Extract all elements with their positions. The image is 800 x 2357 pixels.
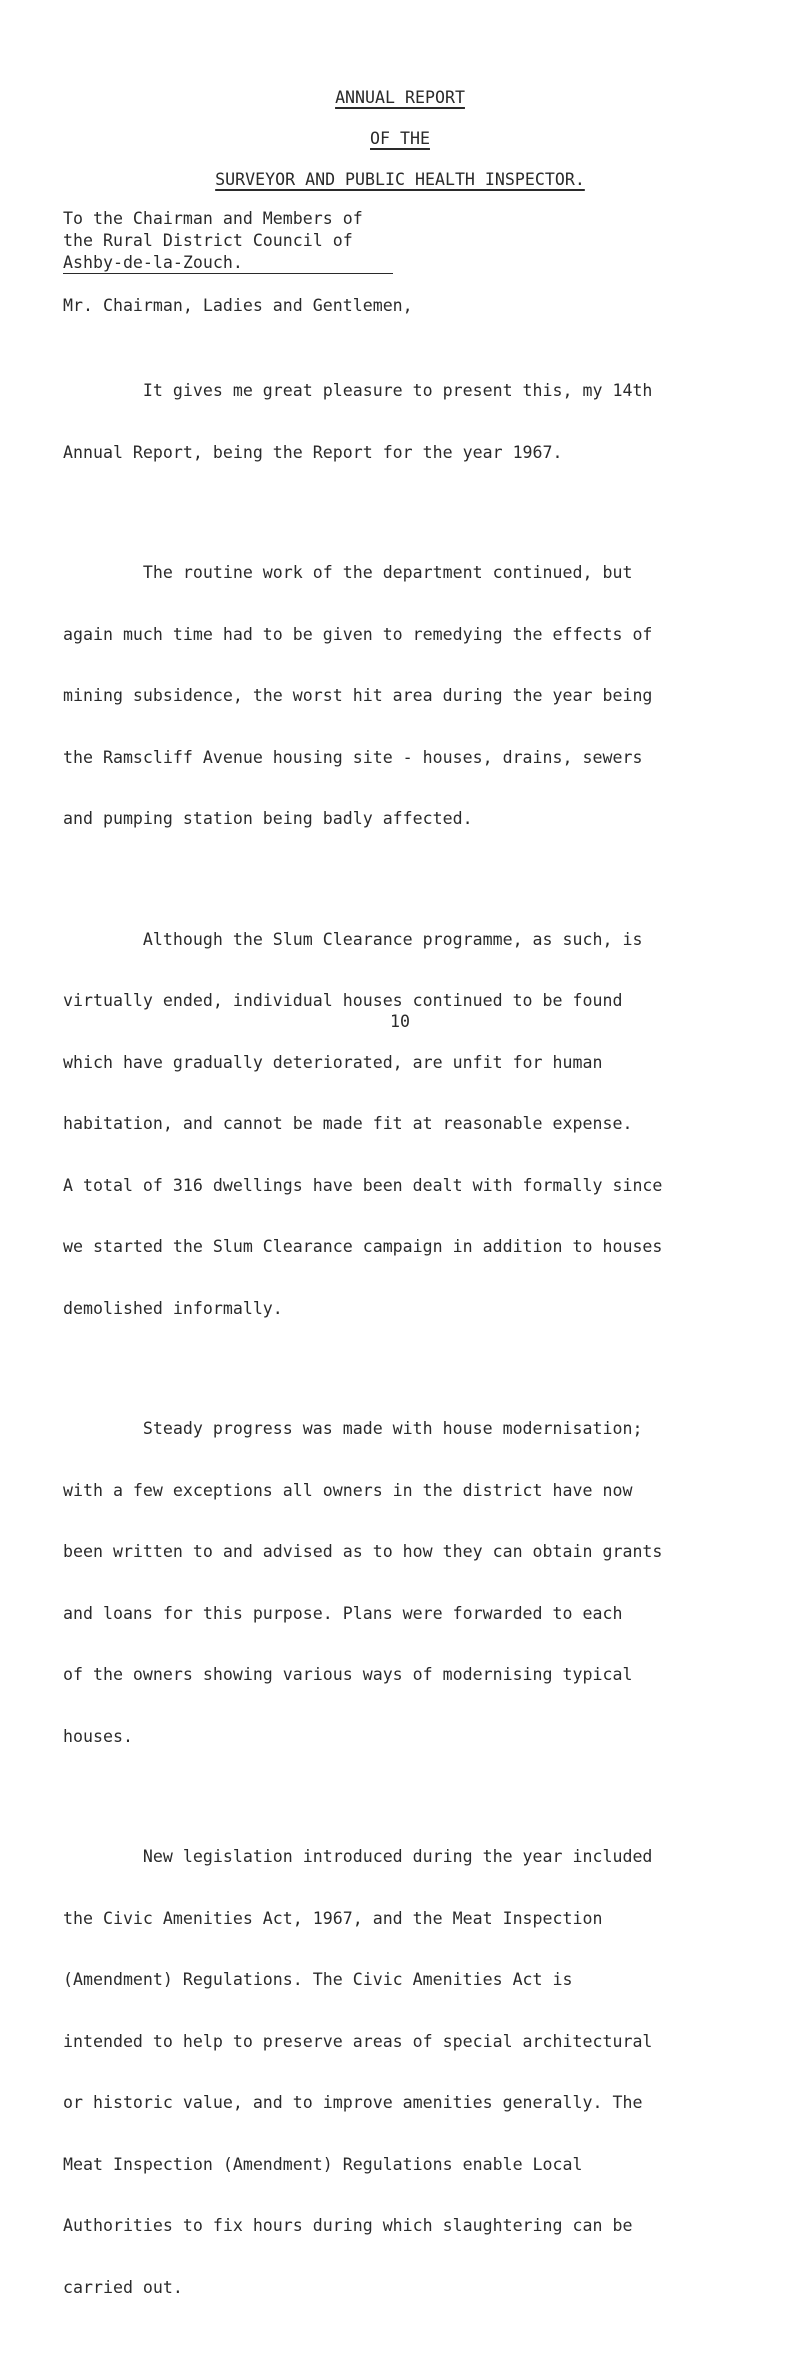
text-line: which have gradually deteriorated, are unfit for human [63, 1052, 603, 1072]
text-line: intended to help to preserve areas of special architectural [63, 2031, 653, 2051]
paragraph [63, 1806, 763, 2339]
text-line: Annual Report, being the Report for the year 1967. [63, 442, 563, 462]
salutation: Mr. Chairman, Ladies and Gentlemen, [63, 296, 413, 315]
text-line: we started the Slum Clearance campaign in addition to houses [63, 1237, 663, 1256]
address-line: To the Chairman and Members of [63, 209, 363, 228]
paragraph [63, 1378, 763, 1788]
paragraph [63, 340, 763, 504]
text-line: A total of 316 dwellings have been dealt with formally since [63, 1175, 663, 1195]
text-line: Meat Inspection (Amendment) Regulations enable Local [63, 2154, 583, 2174]
text-line: carried out. [63, 2277, 183, 2297]
text-line: of the owners showing various ways of modernising typical [63, 1665, 633, 1684]
text-line: virtually ended, individual houses continued to be found [63, 991, 623, 1010]
text-line: Authorities to fix hours during which slaughtering can be [63, 2216, 633, 2235]
text-line: and pumping station being badly affected. [63, 809, 473, 828]
text-line: Steady progress was made with house modernisation; [63, 1419, 643, 1438]
text-line: the Civic Amenities Act, 1967, and the Meat Inspection [63, 1908, 603, 1928]
text-line: Although the Slum Clearance programme, as such, is [63, 929, 643, 949]
heading-annual-report: ANNUAL REPORT [335, 88, 465, 107]
text-line: been written to and advised as to how they can obtain grants [63, 1542, 663, 1561]
text-line: mining subsidence, the worst hit area during the year being [63, 686, 653, 705]
paragraph [63, 889, 763, 1361]
heading-of-the: OF THE [370, 129, 430, 148]
text-line: New legislation introduced during the year included [63, 1847, 653, 1866]
text-line: It gives me great pleasure to present this, my 14th [63, 381, 653, 400]
heading-surveyor: SURVEYOR AND PUBLIC HEALTH INSPECTOR. [215, 170, 585, 189]
text-line: the Ramscliff Avenue housing site - houses, drains, sewers [63, 747, 643, 767]
text-line: or historic value, and to improve amenities generally. The [63, 2093, 643, 2112]
text-line: The routine work of the department continued, but [63, 563, 633, 582]
address-block [63, 208, 393, 274]
text-line: habitation, and cannot be made fit at reasonable expense. [63, 1114, 633, 1133]
text-line: with a few exceptions all owners in the district have now [63, 1480, 633, 1500]
address-line: Ashby-de-la-Zouch. [63, 253, 393, 274]
text-line: (Amendment) Regulations. The Civic Amenities Act is [63, 1970, 573, 1989]
text-line: and loans for this purpose. Plans were forwarded to each [63, 1603, 623, 1623]
text-line: houses. [63, 1726, 133, 1746]
report-body [63, 340, 763, 2357]
page-number: 10 [390, 1012, 410, 1031]
address-line: the Rural District Council of [63, 231, 353, 250]
text-line: demolished informally. [63, 1298, 283, 1318]
paragraph [63, 522, 763, 871]
text-line: again much time had to be given to remedying the effects of [63, 624, 653, 644]
